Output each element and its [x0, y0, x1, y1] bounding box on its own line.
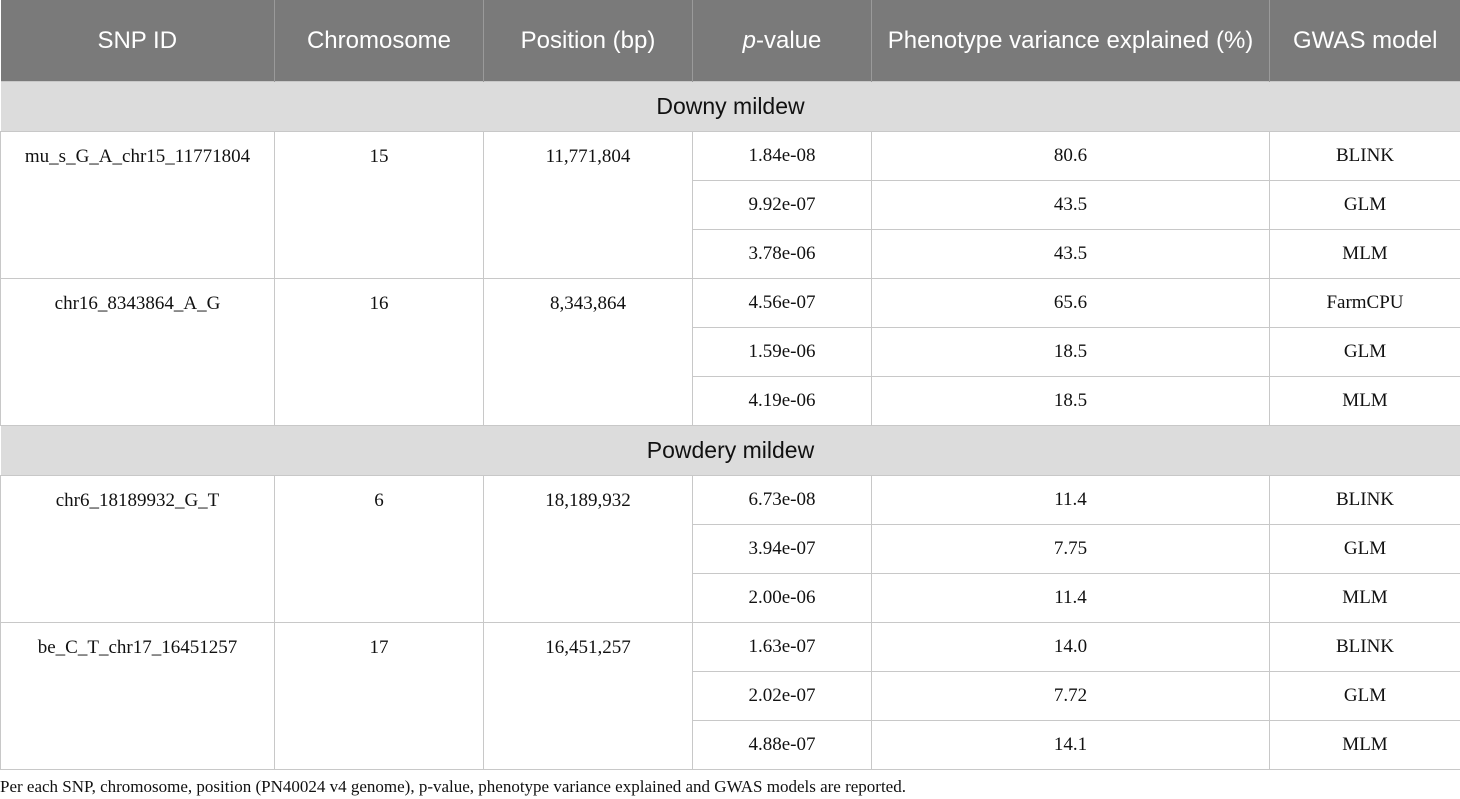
chromosome-cell: 15 [275, 132, 484, 279]
pvalue-cell: 2.02e-07 [693, 672, 872, 721]
chromosome-cell: 16 [275, 279, 484, 426]
col-header-position: Position (bp) [484, 0, 693, 82]
col-header-model: GWAS model [1270, 0, 1460, 82]
pve-cell: 80.6 [872, 132, 1270, 181]
pve-cell: 11.4 [872, 476, 1270, 525]
position-cell: 8,343,864 [484, 279, 693, 426]
model-cell: MLM [1270, 377, 1460, 426]
snp-id-cell: be_C_T_chr17_16451257 [1, 623, 275, 770]
position-cell: 11,771,804 [484, 132, 693, 279]
pvalue-italic-p: p [742, 27, 756, 54]
pvalue-cell: 3.78e-06 [693, 230, 872, 279]
pve-cell: 7.72 [872, 672, 1270, 721]
col-header-snp-id: SNP ID [1, 0, 275, 82]
col-header-pvalue [693, 0, 872, 82]
table-footnote: Per each SNP, chromosome, position (PN40024 v4 genome), p-value, phenotype variance explained and GWAS models are reported. [0, 777, 906, 796]
pve-cell: 43.5 [872, 181, 1270, 230]
model-cell: FarmCPU [1270, 279, 1460, 328]
model-cell: BLINK [1270, 132, 1460, 181]
pve-cell: 18.5 [872, 328, 1270, 377]
pve-cell: 14.1 [872, 721, 1270, 770]
snp-id-cell: mu_s_G_A_chr15_11771804 [1, 132, 275, 279]
pvalue-cell: 4.19e-06 [693, 377, 872, 426]
position-cell: 18,189,932 [484, 476, 693, 623]
model-cell: MLM [1270, 721, 1460, 770]
pve-cell: 7.75 [872, 525, 1270, 574]
table-row [1, 476, 1460, 525]
model-cell: MLM [1270, 574, 1460, 623]
pvalue-cell: 3.94e-07 [693, 525, 872, 574]
pve-cell: 43.5 [872, 230, 1270, 279]
pvalue-suffix: -value [755, 27, 822, 54]
table-row [1, 132, 1460, 181]
model-cell: BLINK [1270, 623, 1460, 672]
chromosome-cell: 6 [275, 476, 484, 623]
model-cell: GLM [1270, 672, 1460, 721]
pvalue-cell: 4.88e-07 [693, 721, 872, 770]
section-row [1, 82, 1460, 132]
model-cell: GLM [1270, 525, 1460, 574]
pvalue-cell: 6.73e-08 [693, 476, 872, 525]
snp-id-cell: chr16_8343864_A_G [1, 279, 275, 426]
model-cell: BLINK [1270, 476, 1460, 525]
col-header-chromosome: Chromosome [275, 0, 484, 82]
pvalue-cell: 4.56e-07 [693, 279, 872, 328]
pve-cell: 18.5 [872, 377, 1270, 426]
snp-id-cell: chr6_18189932_G_T [1, 476, 275, 623]
pve-cell: 11.4 [872, 574, 1270, 623]
position-cell: 16,451,257 [484, 623, 693, 770]
col-header-pve: Phenotype variance explained (%) [872, 0, 1270, 82]
pvalue-cell: 1.59e-06 [693, 328, 872, 377]
header-row [1, 0, 1460, 82]
section-title: Downy mildew [1, 82, 1460, 132]
table-row [1, 623, 1460, 672]
model-cell: GLM [1270, 181, 1460, 230]
model-cell: GLM [1270, 328, 1460, 377]
section-row [1, 426, 1460, 476]
pve-cell: 14.0 [872, 623, 1270, 672]
pvalue-cell: 2.00e-06 [693, 574, 872, 623]
pvalue-cell: 1.84e-08 [693, 132, 872, 181]
model-cell: MLM [1270, 230, 1460, 279]
section-title: Powdery mildew [1, 426, 1460, 476]
table-row [1, 279, 1460, 328]
pvalue-cell: 9.92e-07 [693, 181, 872, 230]
chromosome-cell: 17 [275, 623, 484, 770]
pve-cell: 65.6 [872, 279, 1270, 328]
pvalue-cell: 1.63e-07 [693, 623, 872, 672]
